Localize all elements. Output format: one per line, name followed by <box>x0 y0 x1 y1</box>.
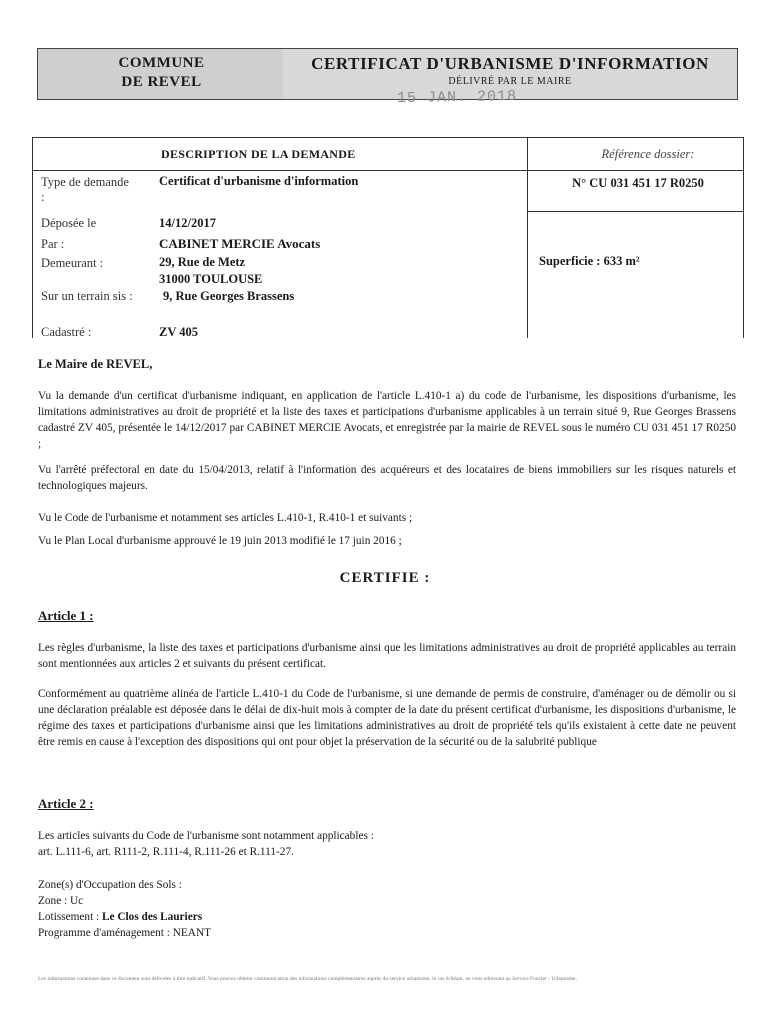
whereas-paragraph-1: Vu la demande d'un certificat d'urbanisme indiquant, en application de l'article L.410-1 a) du code de l'urbanisme, les dispositions d'urbanisme, les limitations administratives au droit de propriété et la liste des taxes et participations d'urbanisme applicables à un terrain situé 9, Rue Georges Brassens cadastré ZV 405, présentée le 14/12/2017 par CABINET MERCIE Avocats, et enregistrée par la mairie de REVEL sous le numéro CU 031 451 17 R0250 ; <box>38 390 736 450</box>
commune-name-line1: COMMUNE <box>118 55 205 71</box>
applicant-label: Par : <box>41 237 65 251</box>
request-description-table <box>32 137 744 338</box>
zone-value: Zone : Uc <box>38 895 84 907</box>
reference-label: Référence dossier: <box>601 147 695 161</box>
type-label: Type de demande : <box>41 175 129 204</box>
article-2-line-1: Les articles suivants du Code de l'urbanisme sont notamment applicables : <box>38 830 374 842</box>
article-1-title: Article 1 : <box>38 608 94 623</box>
applicant-value: CABINET MERCIE Avocats <box>159 236 321 251</box>
lotissement-value: Le Clos des Lauriers <box>102 911 203 923</box>
table-divider <box>33 170 743 171</box>
address-line2: 31000 TOULOUSE <box>159 272 263 286</box>
whereas-paragraph-2: Vu l'arrêté préfectoral en date du 15/04/2013, relatif à l'information des acquéreurs et des locataires de biens immobiliers sur les risques naturels et technologiques majeurs. <box>38 464 736 492</box>
certificate-title: CERTIFICAT D'URBANISME D'INFORMATION <box>311 54 709 73</box>
programme-line: Programme d'aménagement : NEANT <box>38 927 212 939</box>
article-1-paragraph-2: Conformément au quatrième alinéa de l'article L.410-1 du Code de l'urbanisme, si une demande de permis de construire, d'aménager ou de démolir ou si une déclaration préalable est déposée dans le délai de dix-huit mois à compter de la date du présent certificat d'urbanisme, les dispositions d'urbanisme, le régime des taxes et participations d'urbanisme ainsi que les limitations administratives au droit de propriété tels qu'ils existaient à cette date ne peuvent être remis en cause à l'exception des dispositions qui ont pour objet la préservation de la sécurité ou de la salubrité publique <box>38 688 736 748</box>
filed-date-label: Déposée le <box>41 216 97 230</box>
reference-number: N° CU 031 451 17 R0250 <box>572 176 704 190</box>
certifie-heading: CERTIFIE : <box>339 570 431 586</box>
table-divider <box>527 138 528 338</box>
article-2-line-2: art. L.111-6, art. R111-2, R.111-4, R.111-26 et R.111-27. <box>38 846 294 858</box>
type-value: Certificat d'urbanisme d'information <box>159 174 359 188</box>
article-1-paragraph-1: Les règles d'urbanisme, la liste des taxes et participations d'urbanisme ainsi que les limitations administratives au droit de propriété applicables au terrain sont mentionnées aux articles 2 et suivants du présent certificat. <box>38 642 736 670</box>
whereas-paragraph-3: Vu le Code de l'urbanisme et notamment ses articles L.410-1, R.410-1 et suivants ; <box>38 512 413 524</box>
mayor-line: Le Maire de REVEL, <box>38 357 153 371</box>
area-value: Superficie : 633 m² <box>539 254 640 268</box>
date-stamp: 15 JAN. 2018 <box>396 87 518 108</box>
commune-name-line2: DE REVEL <box>121 74 202 90</box>
article-2-title: Article 2 : <box>38 796 94 811</box>
section-title: DESCRIPTION DE LA DEMANDE <box>161 147 356 161</box>
cadastre-value: ZV 405 <box>159 325 199 339</box>
table-divider <box>527 211 743 212</box>
address-line1: 29, Rue de Metz <box>159 255 246 269</box>
land-label: Sur un terrain sis : <box>41 289 133 303</box>
lotissement-label: Lotissement : <box>38 911 103 923</box>
zones-title: Zone(s) d'Occupation des Sols : <box>38 879 182 891</box>
commune-box <box>37 48 286 100</box>
lotissement-line <box>38 909 202 925</box>
certificate-subtitle: DÉLIVRÉ PAR LE MAIRE <box>448 76 572 87</box>
whereas-paragraph-4: Vu le Plan Local d'urbanisme approuvé le 19 juin 2013 modifié le 17 juin 2016 ; <box>38 535 402 547</box>
land-value: 9, Rue Georges Brassens <box>163 289 295 303</box>
filed-date-value: 14/12/2017 <box>159 216 216 230</box>
footnote: Les informations contenues dans ce document sont délivrées à titre indicatif. Vous pouvez obtenir communication des informations complémentaires auprès du service urbanisme, le cas échéant, en vous adressant au Service Foncier - Urbanisme. <box>38 976 577 982</box>
cadastre-label: Cadastré : <box>41 325 92 339</box>
address-label: Demeurant : <box>41 256 104 270</box>
